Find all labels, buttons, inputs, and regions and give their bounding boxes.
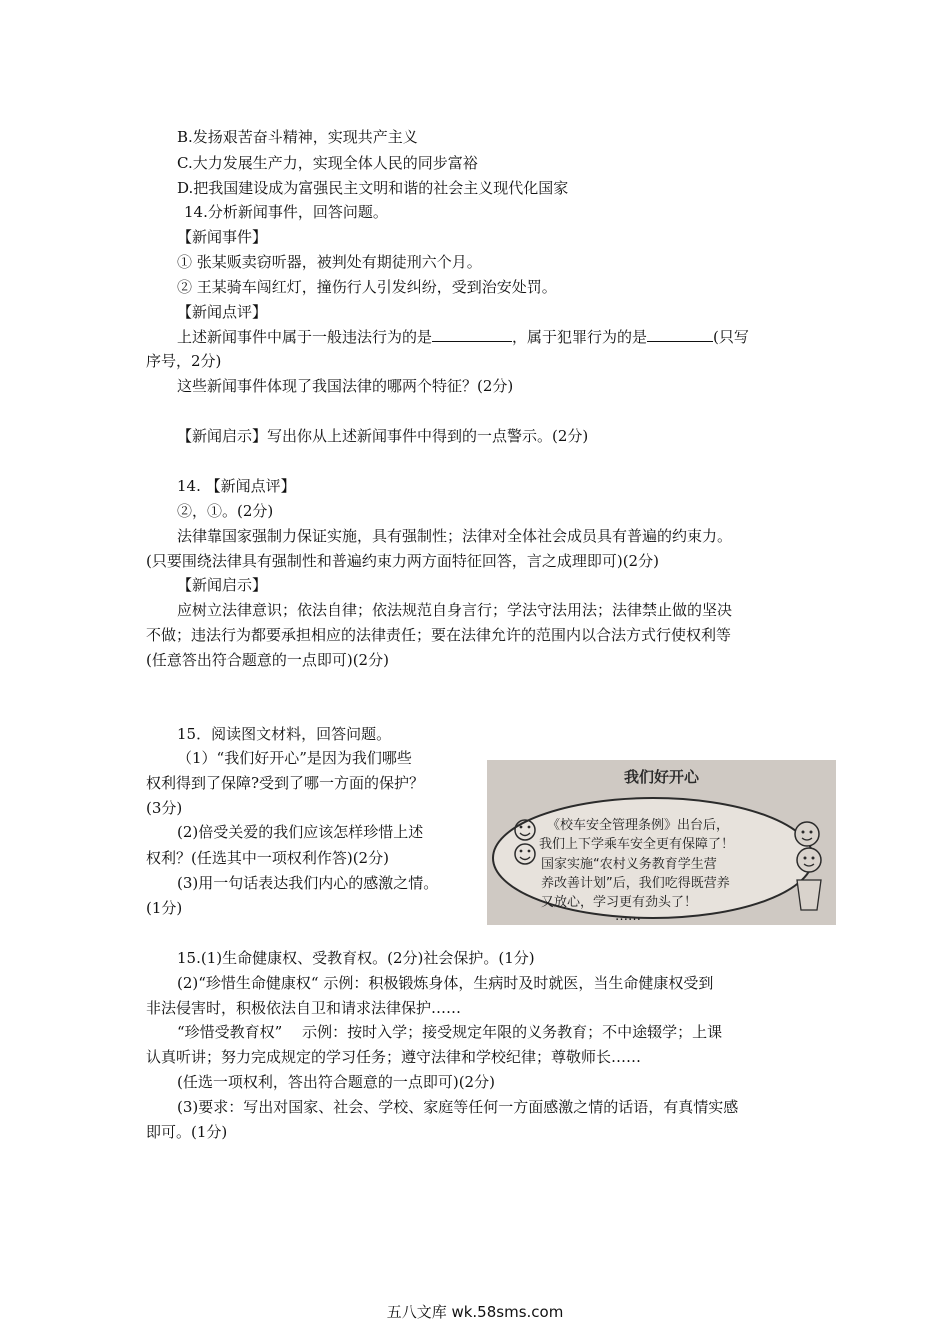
q14-review-question-cont: 序号，2分) <box>146 352 222 370</box>
a15-line-7: (3)要求：写出对国家、社会、学校、家庭等任何一方面感激之情的话语，有真情实感 <box>177 1098 739 1116</box>
figure-line-2: 我们上下学乘车安全更有保障了！ <box>539 837 735 852</box>
cartoon-figure <box>487 760 836 925</box>
q14-feature-question: 这些新闻事件体现了我国法律的哪两个特征？(2分) <box>177 377 514 395</box>
q14-review-text-c: (只写 <box>713 328 749 346</box>
option-d: D.把我国建设成为富强民主文明和谐的社会主义现代化国家 <box>177 179 569 197</box>
q14-event-2: ② 王某骑车闯红灯，撞伤行人引发纠纷，受到治安处罚。 <box>177 278 557 296</box>
q14-stem: 14.分析新闻事件，回答问题。 <box>184 203 388 221</box>
a15-line-5: 认真听讲；努力完成规定的学习任务；遵守法律和学校纪律；尊敬师长…… <box>146 1048 642 1066</box>
q14-review-header: 【新闻点评】 <box>177 303 268 321</box>
q15-q1-b: 权利得到了保障?受到了哪一方面的保护？ <box>146 774 425 792</box>
q14-review-question <box>177 325 749 349</box>
figure-line-3: 国家实施“农村义务教育学生营 <box>541 857 717 872</box>
answer-blank-1[interactable] <box>432 325 512 342</box>
a14-line-1: ②，①。(2分) <box>177 502 274 520</box>
figure-line-6: …… <box>615 909 641 924</box>
child-character-icon <box>795 822 821 910</box>
q15-q3-b: (1分) <box>146 899 183 917</box>
a14-line-5: 不做；违法行为都要承担相应的法律责任；要在法律允许的范围内以合法方式行使权利等 <box>146 626 732 644</box>
answer-blank-2[interactable] <box>647 325 713 342</box>
figure-line-1: 《校车安全管理条例》出台后， <box>547 818 730 833</box>
q15-q2-b: 权利？(任选其中一项权利作答)(2分) <box>146 849 389 867</box>
q14-review-text-a: 上述新闻事件中属于一般违法行为的是 <box>177 328 433 346</box>
footer-watermark: 五八文库 wk.58sms.com <box>386 1303 564 1321</box>
a15-line-2: (2)“珍惜生命健康权“ 示例：积极锻炼身体，生病时及时就医，当生命健康权受到 <box>177 974 714 992</box>
option-b: B.发扬艰苦奋斗精神，实现共产主义 <box>177 128 418 146</box>
q15-q2-a: (2)倍受关爱的我们应该怎样珍惜上述 <box>177 823 424 841</box>
a14-line-4: 应树立法律意识；依法自律；依法规范自身言行；学法守法用法；法律禁止做的坚决 <box>177 601 733 619</box>
q14-insight-question: 【新闻启示】写出你从上述新闻事件中得到的一点警示。(2分) <box>177 427 589 445</box>
a14-line-3: (只要围绕法律具有强制性和普遍约束力两方面特征回答，言之成理即可)(2分) <box>146 552 659 570</box>
a15-line-3: 非法侵害时，积极依法自卫和请求法律保护…… <box>146 999 462 1017</box>
q14-event-header: 【新闻事件】 <box>177 228 268 246</box>
figure-title: 我们好开心 <box>623 768 699 786</box>
q15-stem: 15．阅读图文材料，回答问题。 <box>177 725 392 743</box>
a14-line-6: (任意答出符合题意的一点即可)(2分) <box>146 651 389 669</box>
q14-review-text-b: ，属于犯罪行为的是 <box>512 328 648 346</box>
a15-line-6: (任选一项权利，答出符合题意的一点即可)(2分) <box>177 1073 495 1091</box>
a15-line-4: “珍惜受教育权” 示例：按时入学；接受规定年限的义务教育；不中途辍学；上课 <box>177 1023 723 1041</box>
a14-title: 14. 【新闻点评】 <box>177 477 296 495</box>
q15-q1-a: （1）“我们好开心”是因为我们哪些 <box>177 749 412 767</box>
a15-line-8: 即可。(1分) <box>146 1123 228 1141</box>
figure-line-4: 养改善计划”后，我们吃得既营养 <box>541 876 730 891</box>
a15-line-1: 15.(1)生命健康权、受教育权。(2分)社会保护。(1分) <box>177 949 535 967</box>
q15-q3-a: (3)用一句话表达我们内心的感激之情。 <box>177 874 439 892</box>
a14-line-2: 法律靠国家强制力保证实施，具有强制性；法律对全体社会成员具有普遍的约束力。 <box>177 527 733 545</box>
q15-q1-c: (3分) <box>146 799 183 817</box>
figure-line-5: 又放心，学习更有劲头了！ <box>541 895 698 910</box>
option-c: C.大力发展生产力，实现全体人民的同步富裕 <box>177 154 478 172</box>
a14-insight-header: 【新闻启示】 <box>177 576 268 594</box>
q14-event-1: ① 张某贩卖窃听器，被判处有期徒刑六个月。 <box>177 253 482 271</box>
